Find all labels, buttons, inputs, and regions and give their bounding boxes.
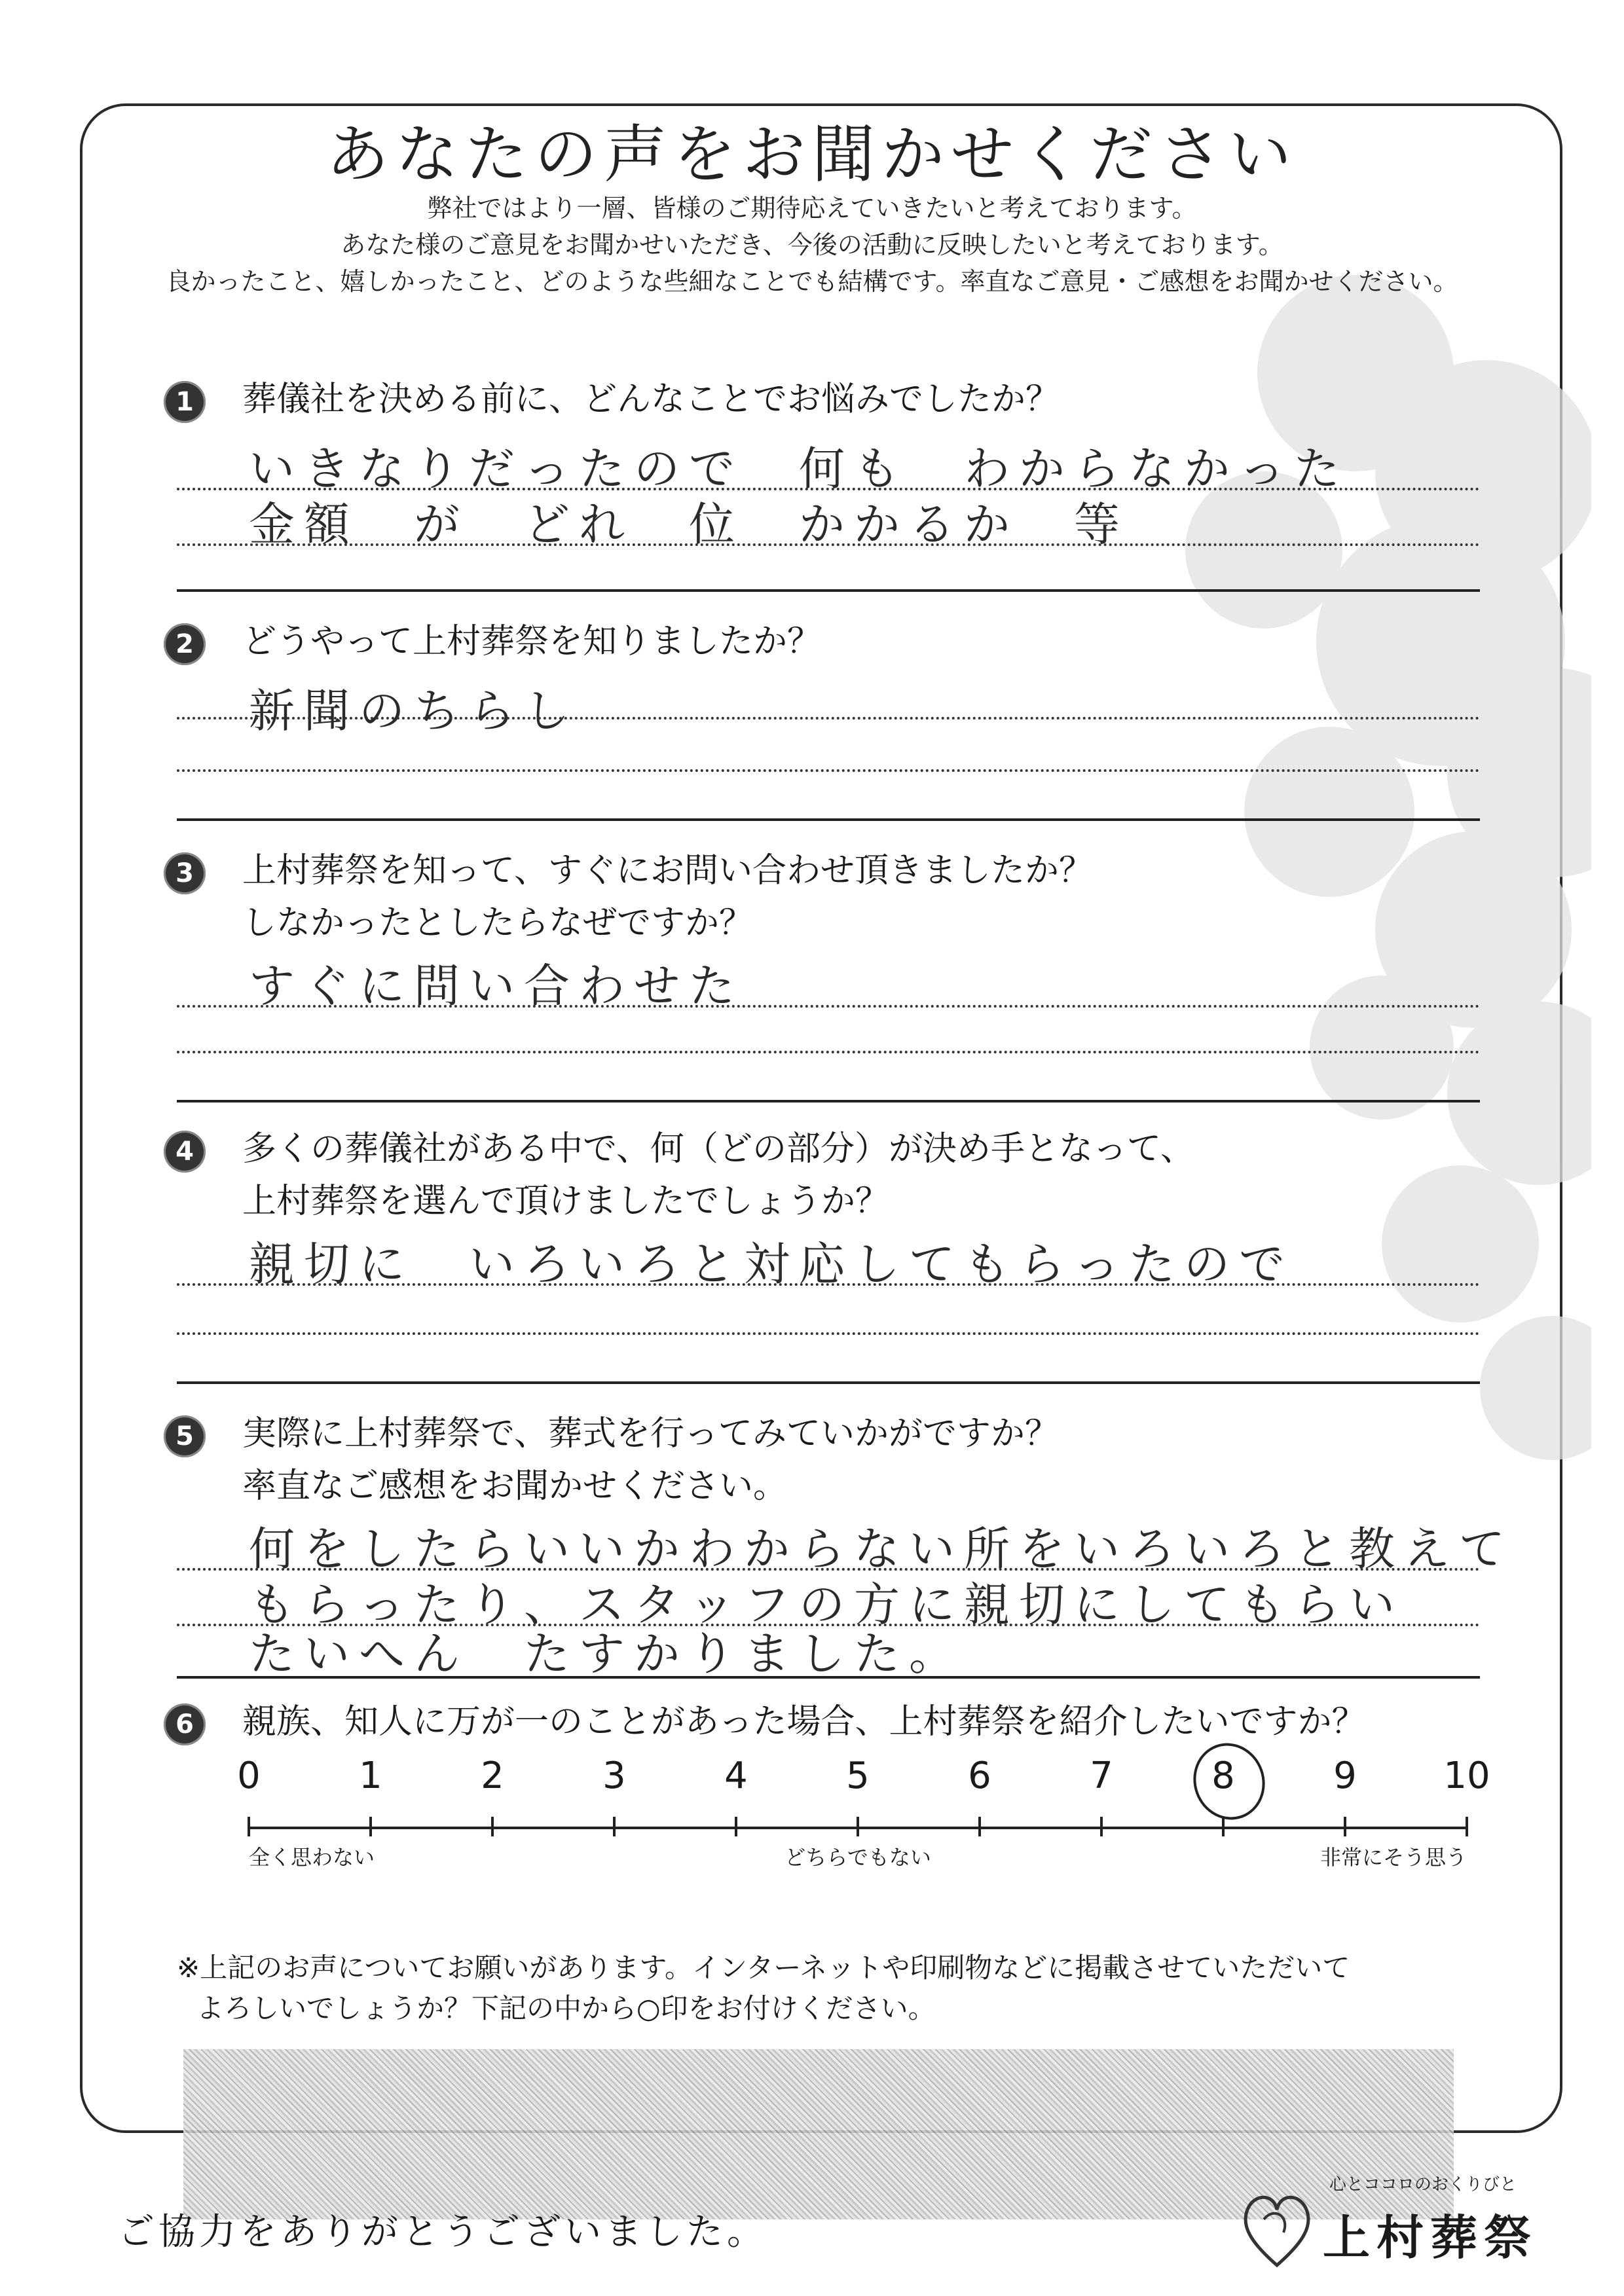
question-number-badge: 4 [164,1131,206,1173]
scale-mid-label: どちらでもない [784,1845,931,1870]
question-2 [164,615,1480,825]
handwritten-answer: たいへん たすかりました。 [249,1627,964,1681]
handwritten-answer: もらったり、スタッフの方に親切にしてもらい [249,1578,1404,1631]
thanks-message: ご協力をありがとうございました。 [118,2211,767,2253]
question-number-badge: 2 [164,623,206,665]
intro-line: 良かったこと、嬉しかったこと、どのような些細なことでも結構です。率直なご意見・ご感想をお聞かせください。 [166,267,1458,296]
rating-scale [237,1755,1490,1870]
scale-low-label: 全く思わない [249,1845,375,1870]
section-divider [177,1381,1480,1384]
scale-tick [248,1817,250,1836]
handwritten-answer: 親切に いろいろと対応してもらったので [249,1237,1294,1291]
scale-number: 2 [481,1755,504,1797]
question-text: 実際に上村葬祭で、葬式を行ってみていかがですか？ [242,1414,1059,1453]
note-line: よろしいでしょうか？下記の中から○印をお付けください。 [196,1992,936,2024]
question-text: 上村葬祭を知って、すぐにお問い合わせ頂きましたか？ [242,851,1093,890]
question-text: しなかったとしたらなぜですか？ [242,903,754,943]
question-text: 親族、知人に万が一のことがあった場合、上村葬祭を紹介したいですか？ [242,1702,1366,1741]
question-5 [164,1408,1514,1683]
scale-number: 5 [846,1755,870,1797]
intro-text [98,190,1526,300]
answer-line [177,1283,1480,1286]
question-text: 多くの葬儀社がある中で、何（どの部分）が決め手となって、 [242,1129,1194,1169]
question-text: どうやって上村葬祭を知りましたか？ [242,622,822,661]
scale-tick [978,1817,981,1836]
logo-name: 上村葬祭 [1323,2210,1538,2265]
scale-tick [1222,1817,1225,1836]
question-number-badge: 1 [164,381,206,423]
scale-tick [1466,1817,1468,1836]
scale-tick [735,1817,737,1836]
scale-number: 4 [724,1755,748,1797]
answer-line [177,543,1480,546]
scale-number: 3 [602,1755,626,1797]
scale-tick [1100,1817,1103,1836]
section-divider [177,818,1480,821]
question-6 [164,1696,1480,1755]
scale-number: 10 [1443,1755,1490,1797]
heart-icon [1238,2180,1316,2272]
note-line: ※上記のお声についてお願いがあります。インターネットや印刷物などに掲載させていただいて [177,1952,1350,1984]
question-4 [164,1123,1480,1385]
handwritten-answer: 金額 が どれ 位 かかるか 等 [249,498,1129,551]
answer-line [177,1332,1480,1335]
scale-number: 0 [237,1755,261,1797]
handwritten-answer: 新聞のちらし [249,684,579,738]
question-text: 率直なご感想をお聞かせください。 [242,1467,788,1506]
question-number-badge: 6 [164,1704,206,1745]
section-divider [177,1676,1480,1679]
scale-tick [857,1817,859,1836]
publication-note [177,1948,1350,2029]
handwritten-answer: いきなりだったので 何も わからなかった [249,442,1349,496]
question-text: 葬儀社を決める前に、どんなことでお悩みでしたか？ [242,380,1060,419]
page-title: あなたの声をお聞かせください [326,118,1298,191]
answer-line [177,769,1480,772]
intro-line: 弊社ではより一層、皆様のご期待応えていきたいと考えております。 [427,194,1197,223]
scale-number: 9 [1333,1755,1357,1797]
question-number-badge: 3 [164,852,206,894]
logo-tagline: 心とココロのおくりびと [1329,2175,1517,2195]
scale-tick [613,1817,616,1836]
section-divider [177,589,1480,592]
handwritten-answer: すぐに問い合わせた [249,959,744,1013]
answer-line [177,717,1480,720]
scale-tick [369,1817,372,1836]
answer-line [177,1051,1480,1053]
question-3 [164,845,1480,1106]
scale-number: 1 [359,1755,382,1797]
scale-high-label: 非常にそう思う [1320,1845,1467,1870]
scale-number: 7 [1090,1755,1113,1797]
section-divider [177,1100,1480,1102]
question-text: 上村葬祭を選んで頂けましたでしょうか？ [242,1182,890,1221]
scale-number: 8 [1211,1755,1235,1797]
handwritten-answer: 何をしたらいいかわからない所をいろいろと教えて [249,1522,1514,1576]
scale-tick [491,1817,494,1836]
question-1 [164,373,1480,589]
question-number-badge: 5 [164,1415,206,1457]
scale-number: 6 [968,1755,991,1797]
company-logo [1238,2167,1545,2278]
scale-tick [1344,1817,1346,1836]
intro-line: あなた様のご意見をお聞かせいただき、今後の活動に反映したいと考えております。 [341,230,1283,259]
answer-line [177,1005,1480,1008]
